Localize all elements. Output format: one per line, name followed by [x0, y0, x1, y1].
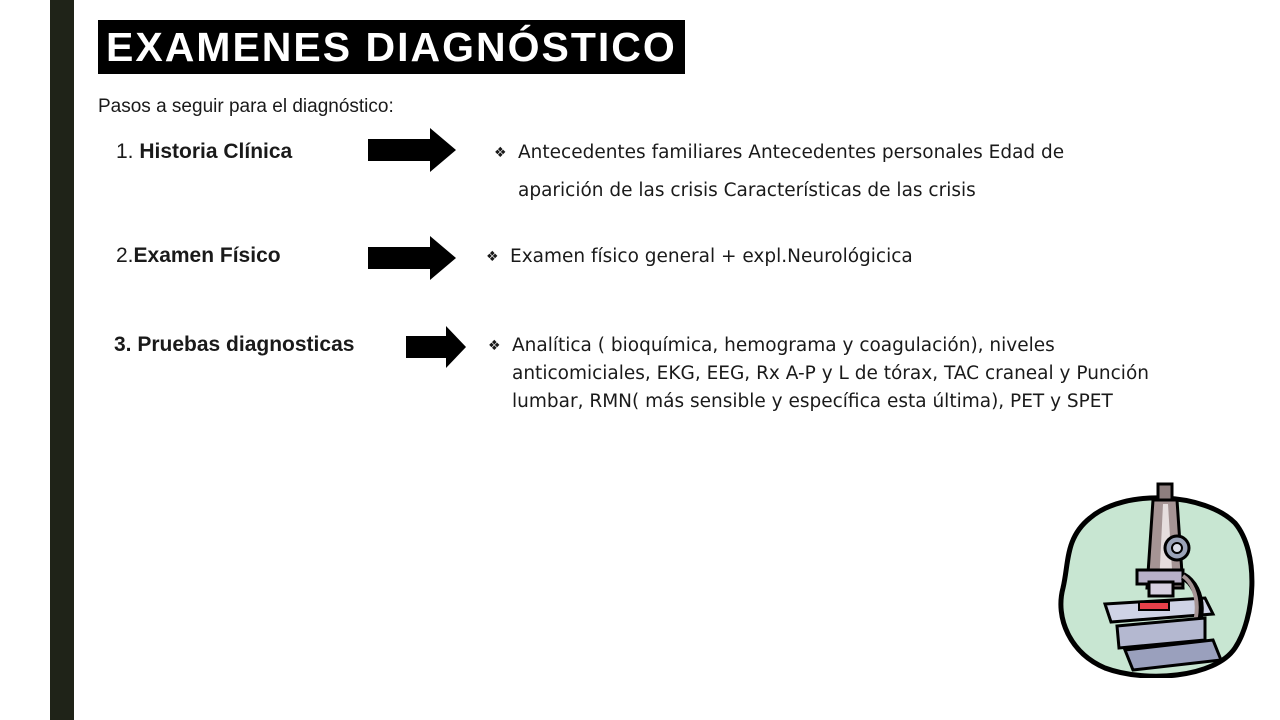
- step-2-label: Examen Físico: [133, 244, 281, 267]
- step-2-heading: [116, 244, 281, 268]
- page-title: EXAMENES DIAGNÓSTICO: [98, 20, 685, 74]
- diamond-bullet-icon: ❖: [494, 145, 507, 161]
- right-arrow-icon: [368, 128, 456, 172]
- step-3-heading: [114, 333, 354, 357]
- step-2-number: 2.: [116, 244, 134, 267]
- subtitle: Pasos a seguir para el diagnóstico:: [98, 96, 394, 117]
- step-2-detail: ❖ Examen físico general + expl.Neurológicica: [486, 238, 1006, 276]
- step-1-label: Historia Clínica: [139, 140, 293, 163]
- diamond-bullet-icon: ❖: [488, 338, 501, 354]
- step-1-detail: ❖ Antecedentes familiares Antecedentes personales Edad de aparición de las crisis Características de las crisis: [494, 134, 1154, 210]
- step-3-label: 3. Pruebas diagnosticas: [114, 333, 355, 356]
- left-accent-bar: [50, 0, 74, 720]
- right-arrow-icon: [406, 326, 466, 368]
- right-arrow-icon: [368, 236, 456, 280]
- step-1-heading: [116, 140, 292, 164]
- step-1-number: 1.: [116, 140, 140, 163]
- microscope-icon: [1055, 478, 1255, 683]
- step-3-detail: ❖ Analítica ( bioquímica, hemograma y coagulación), niveles anticomiciales, EKG, EEG, Rx A-P y L de tórax, TAC craneal y Punción lumbar, RMN( más sensible y específica esta última), PET y SPET: [488, 332, 1188, 416]
- diamond-bullet-icon: ❖: [486, 249, 499, 265]
